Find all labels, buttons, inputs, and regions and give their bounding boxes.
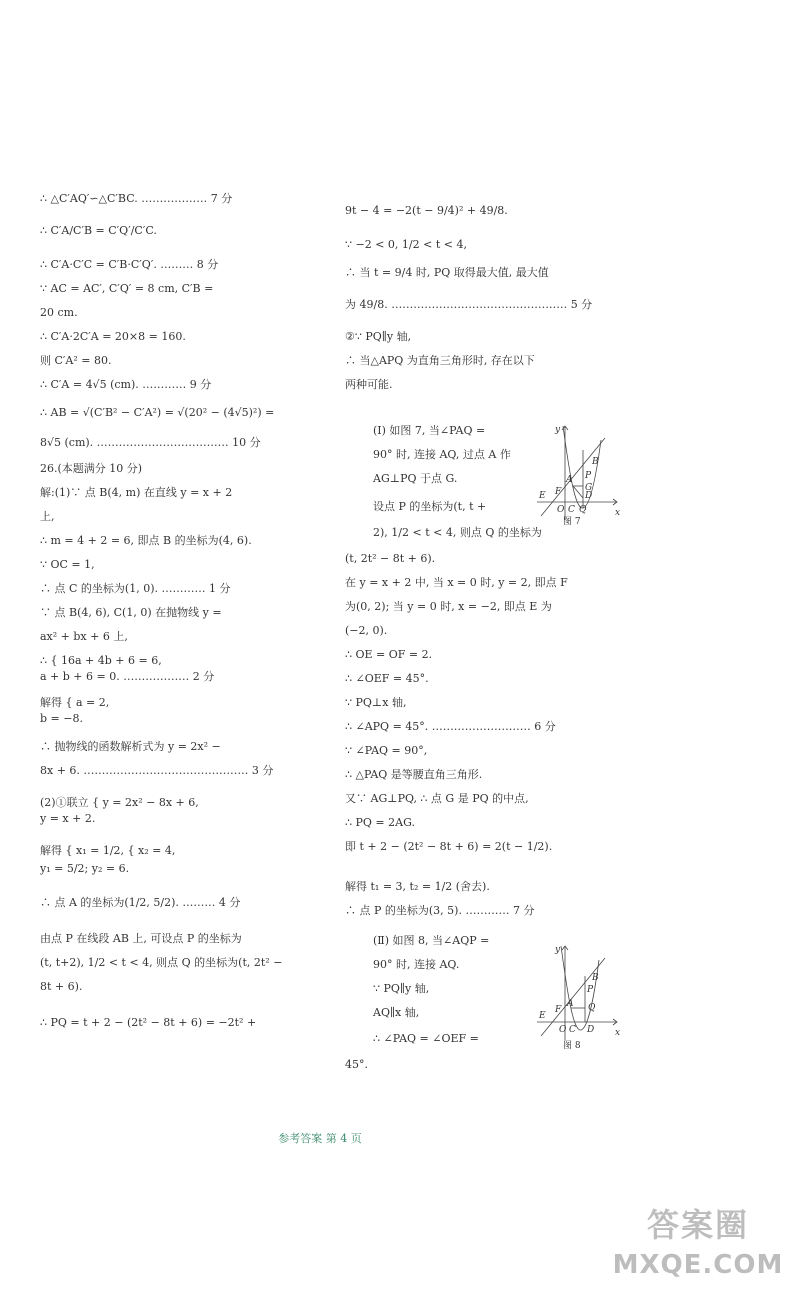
text-line: ∴ PQ = t + 2 − (2t² − 8t + 6) = −2t² + — [40, 1016, 257, 1029]
fig7-label-g: G — [585, 483, 593, 493]
text-line: (−2, 0). — [345, 624, 388, 637]
text-line: 即 t + 2 − (2t² − 8t + 6) = 2(t − 1/2). — [345, 840, 553, 853]
text-line: AQ∥x 轴, — [373, 1006, 420, 1019]
text-line: ∴ C′A·C′C = C′B·C′Q′. ……… 8 分 — [40, 258, 219, 271]
fig7-label-q: Q — [579, 505, 587, 515]
fig7-label-f: F — [555, 487, 562, 497]
text-line: ∴ △PAQ 是等腰直角三角形. — [345, 768, 483, 781]
text-line: 由点 P 在线段 AB 上, 可设点 P 的坐标为 — [40, 932, 242, 945]
fig7-label-p: P — [585, 471, 592, 481]
text-line: ∵ 点 B(4, 6), C(1, 0) 在抛物线 y = — [40, 606, 222, 619]
text-line: ax² + bx + 6 上, — [40, 630, 128, 643]
text-line: ∴ C′A/C′B = C′Q′/C′C. — [40, 224, 157, 237]
fig7-label-e: E — [539, 491, 546, 501]
text-line: 26.(本题满分 10 分) — [40, 462, 143, 475]
text-line: ∴ 点 C 的坐标为(1, 0). ………… 1 分 — [40, 582, 231, 595]
text-line: ∴ 点 P 的坐标为(3, 5). ………… 7 分 — [345, 904, 535, 917]
fig7-label-a: A — [566, 475, 573, 485]
fig8-label-q: Q — [588, 1003, 596, 1013]
text-line: 解:(1)∵ 点 B(4, m) 在直线 y = x + 2 — [40, 486, 233, 499]
text-line: (t, 2t² − 8t + 6). — [345, 552, 436, 565]
text-line: ∵ OC = 1, — [40, 558, 95, 571]
text-line: 为 49/8. ………………………………………… 5 分 — [345, 298, 593, 311]
text-line: ∴ ∠PAQ = ∠OEF = — [373, 1032, 479, 1045]
text-line: AG⊥PQ 于点 G. — [373, 472, 458, 485]
watermark — [608, 1200, 788, 1286]
text-line: (t, t+2), 1/2 < t < 4, 则点 Q 的坐标为(t, 2t² − — [40, 956, 283, 969]
text-line: ∴ C′A = 4√5 (cm). ………… 9 分 — [40, 378, 212, 391]
text-line: 解得 { a = 2, — [40, 696, 110, 709]
fig7-label-d: D — [585, 491, 593, 501]
text-line: 45°. — [345, 1058, 368, 1071]
text-line: ∴ OE = OF = 2. — [345, 648, 433, 661]
watermark-logo-text: 答案圈 — [646, 1206, 749, 1244]
fig8-label-y: y — [555, 945, 561, 955]
text-line: ∴ { 16a + 4b + 6 = 6, — [40, 654, 162, 667]
fig8-label-p: P — [587, 985, 594, 995]
text-line: 8√5 (cm). ……………………………… 10 分 — [40, 436, 261, 449]
figure-7 — [535, 420, 625, 525]
fig7-label-y: y — [555, 425, 561, 435]
page-footer: 参考答案 第 4 页 — [278, 1132, 362, 1145]
text-line: ∵ PQ∥y 轴, — [373, 982, 430, 995]
text-line: 90° 时, 连接 AQ. — [373, 958, 460, 971]
fig8-label-x: x — [615, 1028, 621, 1038]
text-line: y = x + 2. — [40, 812, 96, 825]
fig8-label-d: D — [587, 1025, 595, 1035]
fig8-label-f: F — [555, 1005, 562, 1015]
text-line: 上, — [40, 510, 55, 523]
text-line: b = −8. — [40, 712, 83, 725]
text-line: ∴ 当 t = 9/4 时, PQ 取得最大值, 最大值 — [345, 266, 549, 279]
text-line: ∵ ∠PAQ = 90°, — [345, 744, 428, 757]
text-line: ∴ 抛物线的函数解析式为 y = 2x² − — [40, 740, 221, 753]
fig8-label-b: B — [592, 973, 599, 983]
text-line: ∴ △C′AQ′∽△C′BC. ……………… 7 分 — [40, 192, 233, 205]
text-line: ∴ 当△APQ 为直角三角形时, 存在以下 — [345, 354, 535, 367]
text-line: ∴ 点 A 的坐标为(1/2, 5/2). ……… 4 分 — [40, 896, 241, 909]
fig7-label-o: O — [557, 505, 565, 515]
text-line: 20 cm. — [40, 306, 78, 319]
text-line: ∵ PQ⊥x 轴, — [345, 696, 407, 709]
text-line: 设点 P 的坐标为(t, t + — [373, 500, 487, 513]
text-line: ②∵ PQ∥y 轴, — [345, 330, 412, 343]
text-line: 2), 1/2 < t < 4, 则点 Q 的坐标为 — [373, 526, 542, 539]
text-line: 为(0, 2); 当 y = 0 时, x = −2, 即点 E 为 — [345, 600, 552, 613]
text-line: ∴ m = 4 + 2 = 6, 即点 B 的坐标为(4, 6). — [40, 534, 252, 547]
fig8-caption: 图 8 — [563, 1041, 581, 1050]
text-line: 则 C′A² = 80. — [40, 354, 112, 367]
text-line: 解得 t₁ = 3, t₂ = 1/2 (舍去). — [345, 880, 490, 893]
fig8-label-o: O — [559, 1025, 567, 1035]
fig7-label-c: C — [568, 505, 575, 515]
text-line: 90° 时, 连接 AQ, 过点 A 作 — [373, 448, 511, 461]
text-line: y₁ = 5/2; y₂ = 6. — [40, 862, 130, 875]
text-line: ∵ AC = AC′, C′Q′ = 8 cm, C′B = — [40, 282, 214, 295]
text-line: (2)①联立 { y = 2x² − 8x + 6, — [40, 796, 199, 809]
text-line: ∴ PQ = 2AG. — [345, 816, 415, 829]
text-line: 又∵ AG⊥PQ, ∴ 点 G 是 PQ 的中点, — [345, 792, 529, 805]
text-line: 在 y = x + 2 中, 当 x = 0 时, y = 2, 即点 F — [345, 576, 568, 589]
fig7-caption: 图 7 — [563, 517, 581, 525]
text-line: ∵ −2 < 0, 1/2 < t < 4, — [345, 238, 467, 251]
text-line: ∴ C′A·2C′A = 20×8 = 160. — [40, 330, 186, 343]
text-line: 8t + 6). — [40, 980, 83, 993]
text-line: 两种可能. — [345, 378, 393, 391]
fig8-label-c: C — [569, 1025, 576, 1035]
fig8-label-e: E — [539, 1011, 546, 1021]
text-line: 9t − 4 = −2(t − 9/4)² + 49/8. — [345, 204, 508, 217]
text-line: ∴ ∠APQ = 45°. ……………………… 6 分 — [345, 720, 556, 733]
text-line: (Ⅰ) 如图 7, 当∠PAQ = — [373, 424, 486, 437]
fig7-label-b: B — [592, 457, 599, 467]
text-line: a + b + 6 = 0. ……………… 2 分 — [40, 670, 215, 683]
watermark-domain: MXQE.COM — [612, 1250, 784, 1280]
figure-8 — [535, 940, 625, 1050]
fig7-label-x: x — [615, 508, 621, 518]
text-line: ∴ ∠OEF = 45°. — [345, 672, 429, 685]
text-line: 8x + 6. ……………………………………… 3 分 — [40, 764, 274, 777]
text-line: ∴ AB = √(C′B² − C′A²) = √(20² − (4√5)²) = — [40, 406, 275, 419]
fig8-label-a: A — [567, 999, 574, 1009]
text-line: 解得 { x₁ = 1/2, { x₂ = 4, — [40, 844, 176, 857]
text-line: (Ⅱ) 如图 8, 当∠AQP = — [373, 934, 490, 947]
